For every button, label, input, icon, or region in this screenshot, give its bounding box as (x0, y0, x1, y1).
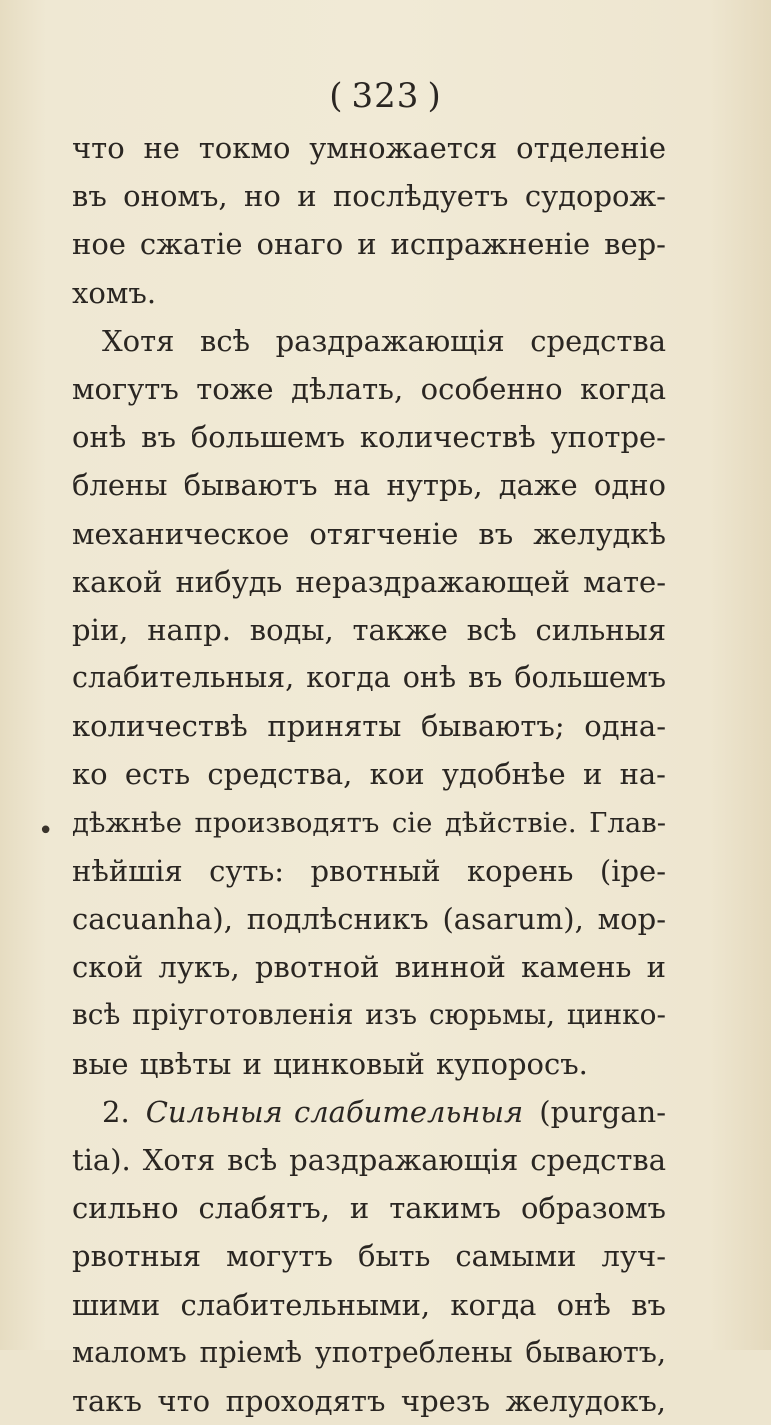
section-2-latin-term: (purgan- (539, 1094, 666, 1129)
page-number (0, 74, 771, 118)
section-2-heading-line (72, 1088, 666, 1136)
page-number-open-paren: ( (329, 76, 344, 116)
text-line-19: всѣ пріуготовленія изъ сюрьмы, цинко- (72, 998, 666, 1032)
text-line-1: что не токмо умножается отделеніе (72, 131, 666, 165)
text-line-2: въ ономъ, но и послѣдуетъ судорож- (72, 179, 666, 214)
section-2-line-2: сильно слабятъ, и такимъ образомъ (72, 1191, 666, 1226)
text-line-8: блены бываютъ на нутрь, даже одно (72, 468, 666, 503)
section-2-heading: Сильныя слабительныя (145, 1094, 524, 1129)
text-line-5: Хотя всѣ раздражающія средства (102, 323, 666, 358)
text-line-9: механическое отягченіе въ желудкѣ (72, 516, 666, 551)
text-line-15: дѣжнѣе производятъ сіе дѣйствіе. Глав- (72, 806, 666, 839)
page-number-value: 323 (351, 76, 420, 116)
text-line-12: слабительныя, когда онѣ въ большемъ (72, 661, 666, 695)
section-2-line-4: шими слабительными, когда онѣ въ (72, 1287, 666, 1322)
text-line-17: cacuanha), подлѣсникъ (asarum), мор- (72, 902, 666, 936)
margin-dot-mark: • (38, 816, 54, 846)
section-2-line-1: tia). Хотя всѣ раздражающія средства (72, 1142, 666, 1177)
body-text (72, 124, 666, 1425)
section-2-line-6: такъ что проходятъ чрезъ желудокъ, (72, 1383, 666, 1418)
text-line-3: ное сжатіе онаго и испражненіе вер- (72, 227, 666, 262)
text-line-13: количествѣ приняты бываютъ; одна- (72, 709, 666, 744)
text-line-16: нѣйшія суть: рвотный корень (ipe- (72, 853, 666, 888)
text-line-11: ріи, напр. воды, также всѣ сильныя (72, 612, 666, 647)
text-line-4: хомъ. (72, 275, 157, 310)
text-line-20: выe цвѣты и цинковый купоросъ. (72, 1046, 588, 1081)
section-2-line-5: маломъ пріемѣ употреблены бываютъ, (72, 1335, 666, 1369)
text-line-18: ской лукъ, рвотной винной камень и (72, 950, 666, 985)
page-number-close-paren: ) (427, 76, 442, 116)
text-line-6: могутъ тоже дѣлать, особенно когда (72, 371, 666, 406)
text-line-7: онѣ въ большемъ количествѣ употре- (72, 420, 666, 455)
section-2-line-3: рвотныя могутъ быть самыми луч- (72, 1239, 666, 1274)
text-line-10: какой нибудь нераздражающей мате- (72, 564, 666, 599)
text-line-14: ко есть средства, кои удобнѣе и на- (72, 757, 666, 792)
section-2-number: 2. (102, 1094, 130, 1129)
